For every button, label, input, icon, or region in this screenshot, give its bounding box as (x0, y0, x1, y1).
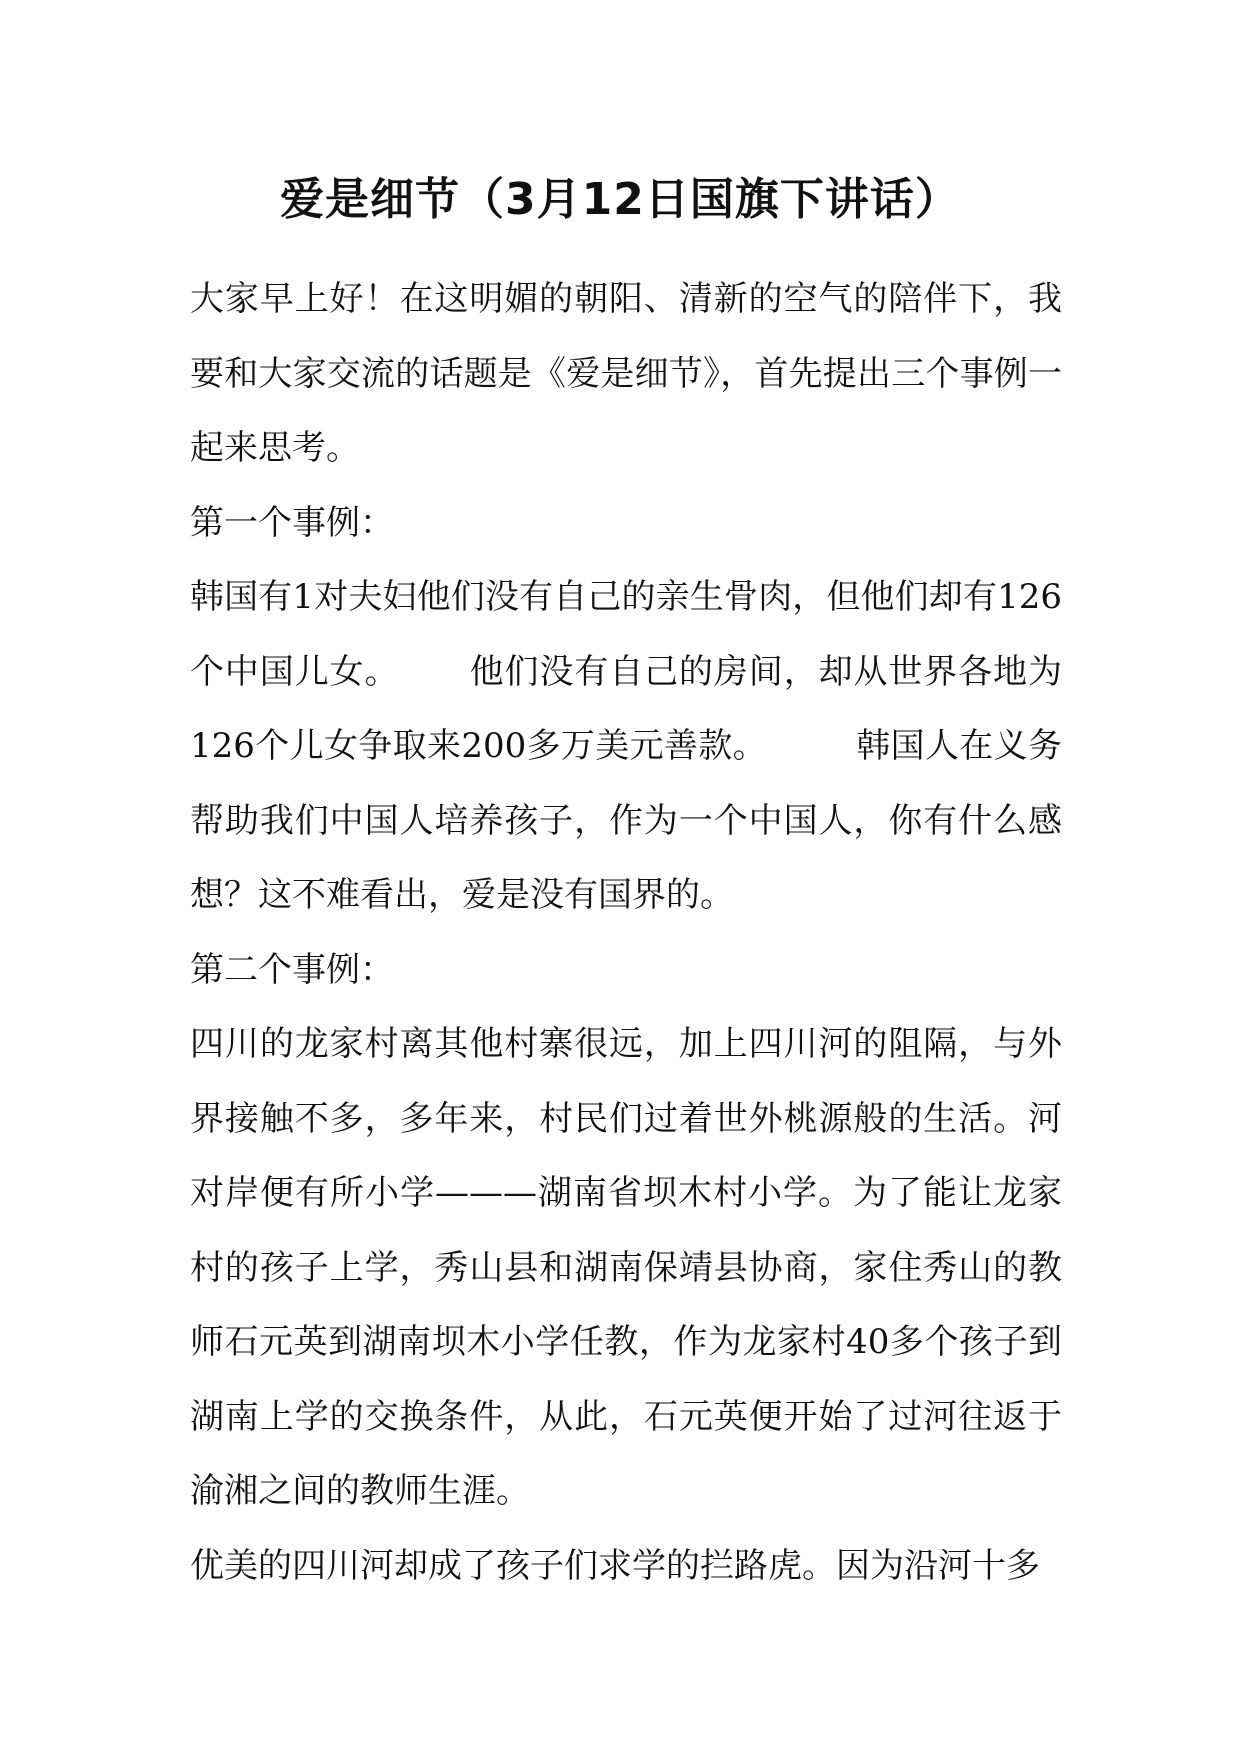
document-body (190, 262, 1062, 1603)
paragraph-greeting: 大家早上好！在这明媚的朝阳、清新的空气的陪伴下，我要和大家交流的话题是《爱是细节》，首先提出三个事例一起来思考。 (190, 279, 1062, 468)
paragraph-example-two-heading: 第二个事例： (190, 949, 394, 990)
paragraph-example-two: 四川的龙家村离其他村寨很远，加上四川河的阻隔，与外界接触不多，多年来，村民们过着世外桃源般的生活。河对岸便有所小学———湖南省坝木村小学。为了能让龙家村的孩子上学，秀山县和湖南保靖县协商，家住秀山的教师石元英到湖南坝木小学任教，作为龙家村40多个孩子到湖南上学的交换条件，从此，石元英便开始了过河往返于渝湘之间的教师生涯。 (190, 1024, 1062, 1511)
document-title: 爱是细节（3月12日国旗下讲话） (280, 174, 960, 225)
paragraph-example-one-heading: 第一个事例： (190, 502, 394, 543)
paragraph-sichuan-river: 优美的四川河却成了孩子们求学的拦路虎。因为沿河十多 (190, 1545, 1040, 1586)
paragraph-example-one: 韩国有1对夫妇他们没有自己的亲生骨肉，但他们却有126个中国儿女。 他们没有自己的房间，却从世界各地为126个儿女争取来200多万美元善款。 韩国人在义务帮助我们中国人培养孩子，作为一个中国人，你有什么感想？这不难看出，爱是没有国界的。 (190, 577, 1062, 915)
